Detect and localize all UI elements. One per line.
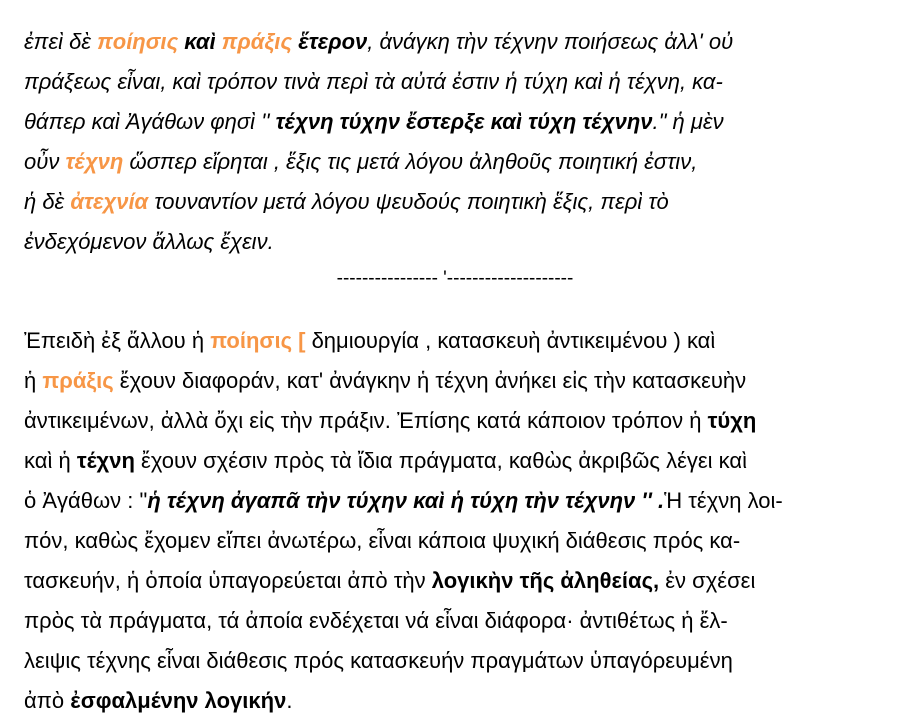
highlight-term-poiesis: ποίησις [ bbox=[210, 328, 306, 353]
body-text: ἡ bbox=[24, 368, 43, 393]
body-text: . bbox=[286, 688, 293, 713]
body-text: Ἐπειδὴ ἐξ ἄλλου ἡ bbox=[24, 328, 211, 353]
translation-line-1 bbox=[24, 328, 884, 354]
bold-text: ἕτερον bbox=[292, 29, 368, 54]
body-text: δημιουργία , κατασκευὴ ἀντικειμένου ) καὶ bbox=[305, 328, 716, 353]
highlight-term-poiesis: ποίησις bbox=[97, 29, 179, 54]
translation-line-2 bbox=[24, 368, 884, 394]
highlight-term-praxis: πράξις bbox=[221, 29, 293, 54]
translation-line-7 bbox=[24, 568, 884, 594]
highlight-term-atechnia: ἀτεχνία bbox=[70, 189, 149, 214]
body-text: τασκευήν, ἡ ὁποία ὑπαγορεύεται ἀπὸ τὴν bbox=[24, 568, 432, 593]
quote-line-2: πράξεως εἶναι, καὶ τρόπον τινὰ περὶ τὰ αὐτά ἐστιν ἡ τύχη καὶ ἡ τέχνη, κα- bbox=[24, 69, 723, 94]
quote-line-3 bbox=[24, 109, 884, 135]
body-text: ὁ Ἀγάθων : " bbox=[24, 488, 148, 513]
quote-text: οὖν bbox=[24, 149, 66, 174]
highlight-term-praxis: πράξις bbox=[42, 368, 114, 393]
highlight-term-techne: τέχνη bbox=[65, 149, 124, 174]
quote-line-1 bbox=[24, 29, 884, 55]
section-separator: ---------------- '-------------------- bbox=[336, 268, 574, 289]
body-text: ἀντικειμένων, ἀλλὰ ὄχι εἰς τὴν πράξιν. Ἐπίσης κατά κάποιον τρόπον ἡ bbox=[24, 408, 708, 433]
quote-line-6: ἐνδεχόμενον ἄλλως ἔχειν. bbox=[24, 229, 274, 254]
bold-term-false-logic: ἐσφαλμένην λογικήν bbox=[70, 688, 287, 713]
translation-line-6: πόν, καθὼς ἔχομεν εἴπει ἀνωτέρω, εἶναι κάποια ψυχική διάθεσις πρός κα- bbox=[24, 528, 741, 553]
bold-term-tyche: τύχη bbox=[707, 408, 757, 433]
quote-text: ." ἡ μὲν bbox=[652, 109, 724, 134]
quote-text: , ἀνάγκη τὴν τέχνην ποιήσεως ἀλλ' οὐ bbox=[367, 29, 734, 54]
body-text: ἐν σχέσει bbox=[659, 568, 756, 593]
bold-text: καὶ bbox=[178, 29, 222, 54]
translation-line-10 bbox=[24, 688, 884, 714]
body-text: ἔχουν σχέσιν πρὸς τὰ ἴδια πράγματα, καθὼς ἀκριβῶς λέγει καὶ bbox=[134, 448, 748, 473]
translation-line-9: λειψις τέχνης εἶναι διάθεσις πρός κατασκευήν πραγμάτων ὑπαγόρευμένη bbox=[24, 648, 733, 673]
quote-text: ἡ δὲ bbox=[24, 189, 71, 214]
quote-text: θάπερ καὶ Ἀγάθων φησὶ '' bbox=[24, 109, 270, 134]
bold-term-techne: τέχνη bbox=[76, 448, 135, 473]
quote-text: τουναντίον μετά λόγου ψευδούς ποιητικὴ ἕξις, περὶ τὸ bbox=[148, 189, 669, 214]
bold-term-logic-of-truth: λογικὴν τῆς ἀληθείας, bbox=[431, 568, 660, 593]
body-text: Ἡ τέχνη λοι- bbox=[664, 488, 783, 513]
quote-text: ὥσπερ εἴρηται , ἕξις τις μετά λόγου ἀληθοῦς ποιητική ἐστιν, bbox=[123, 149, 698, 174]
body-text: ἀπὸ bbox=[24, 688, 71, 713]
quote-line-4 bbox=[24, 149, 884, 175]
translation-line-3 bbox=[24, 408, 884, 434]
body-text: ἔχουν διαφοράν, κατ' ἀνάγκην ἡ τέχνη ἀνήκει εἰς τὴν κατασκευὴν bbox=[113, 368, 747, 393]
translation-line-8: πρὸς τὰ πράγματα, τά ἀποία ενδέχεται νά εἶναι διάφορα· ἀντιθέτως ἡ ἔλ- bbox=[24, 608, 728, 633]
translation-line-4 bbox=[24, 448, 884, 474]
quote-line-5 bbox=[24, 189, 884, 215]
bold-italic-quote-agathon: ἡ τέχνη ἀγαπᾶ τὴν τύχην καὶ ἡ τύχη τὴν τέχνην '' . bbox=[147, 488, 665, 513]
body-text: καὶ ἡ bbox=[24, 448, 77, 473]
translation-line-5 bbox=[24, 488, 884, 514]
bold-quote-agathon: τέχνη τύχην ἔστερξε καὶ τύχη τέχνην bbox=[269, 109, 653, 134]
quote-text: ἐπεὶ δὲ bbox=[24, 29, 98, 54]
